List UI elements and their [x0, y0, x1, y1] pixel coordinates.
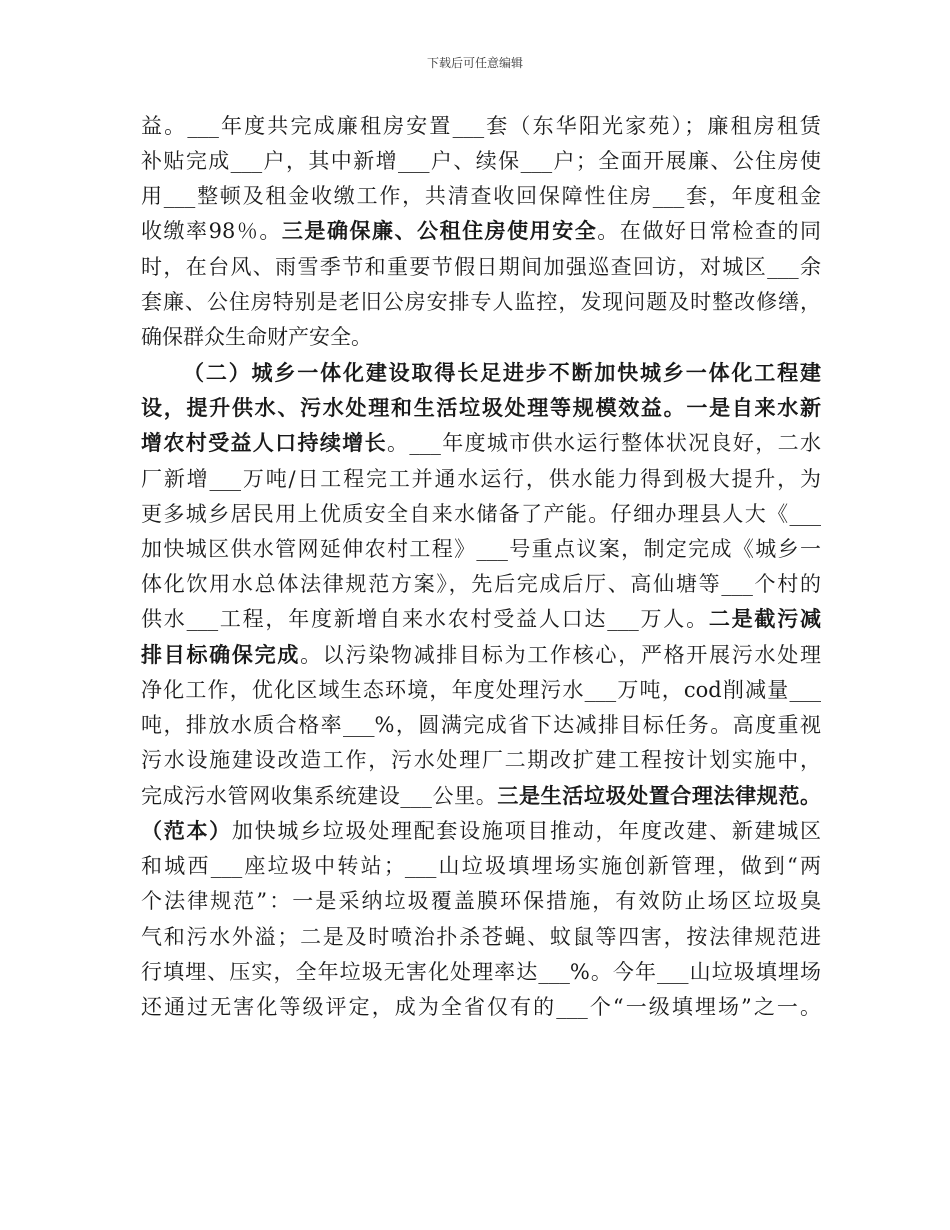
bold-text-run: 三是生活垃圾处置合理法律规范。	[497, 783, 822, 808]
text-run: 加快城乡垃圾处理配套设施项目推动，年度改建、新建城区	[231, 819, 822, 843]
text-line	[141, 179, 821, 213]
text-run: 用___整顿及租金收缴工作，共清查收回保障性住房___套，年度租金	[141, 184, 821, 208]
bold-text-run: 设，提升供水、污水处理和生活垃圾处理等规模效益。一是自来水新	[141, 395, 821, 420]
text-run: 气和污水外溢；二是及时喷治扑杀苍蝇、蚊鼠等四害，按法律规范进	[141, 925, 821, 949]
text-run: 。以污染物减排目标为工作核心，严格开展污水处理	[300, 643, 822, 667]
text-line	[141, 250, 821, 284]
bold-text-run: （二）城乡一体化建设取得长足进步不断加快城乡一体化工程建	[183, 360, 821, 385]
text-line	[141, 990, 821, 1024]
text-line	[141, 320, 821, 354]
text-line	[141, 285, 821, 319]
page-header: 下载后可任意编辑	[426, 56, 523, 70]
text-run: 益。___年度共完成廉租房安置___套（东华阳光家苑）；廉租房租赁	[141, 114, 821, 138]
text-run: 和城西___座垃圾中转站；___山垃圾填埋场实施创新管理，做到“两	[141, 854, 821, 878]
text-line	[141, 814, 821, 848]
text-line	[141, 638, 821, 672]
text-run: 吨，排放水质合格率___%，圆满完成省下达减排目标任务。高度重视	[141, 713, 821, 737]
bold-text-run: （范本）	[141, 818, 232, 843]
text-line	[183, 356, 821, 390]
text-run: 个法律规范”：一是采纳垃圾覆盖膜环保措施，有效防止场区垃圾臭	[141, 889, 821, 913]
text-run: 套廉、公住房特别是老旧公房安排专人监控，发现问题及时整改修缮，	[141, 290, 821, 314]
text-line	[141, 497, 821, 531]
text-run: 。___年度城市供水运行整体状况良好，二水	[386, 431, 822, 455]
text-line	[141, 144, 821, 178]
text-run: 时，在台风、雨雪季节和重要节假日期间加强巡查回访，对城区___余	[141, 255, 821, 279]
text-line	[141, 743, 821, 777]
text-line	[141, 602, 821, 636]
text-line	[141, 462, 821, 496]
text-line	[141, 426, 821, 460]
text-run: 体化饮用水总体法律规范方案》，先后完成后厅、高仙塘等___个村的	[141, 572, 821, 596]
text-line	[141, 884, 821, 918]
text-run: 供水___工程，年度新增自来水农村受益人口达___万人。	[141, 607, 709, 631]
text-line	[141, 109, 821, 143]
text-run: 还通过无害化等级评定，成为全省仅有的___个“一级填埋场”之一。	[141, 995, 821, 1019]
text-line	[141, 955, 821, 989]
text-line	[141, 532, 821, 566]
bold-text-run: 三是确保廉、公租住房使用安全	[281, 218, 598, 243]
text-run: 。在做好日常检查的同	[597, 219, 822, 243]
bold-text-run: 二是截污减	[708, 606, 822, 631]
text-run: 净化工作，优化区域生态环境，年度处理污水___万吨，cod削减量___	[141, 678, 821, 702]
text-line	[141, 849, 821, 883]
text-run: 厂新增___万吨/日工程完工并通水运行，供水能力得到极大提升，为	[141, 467, 821, 491]
text-line	[141, 673, 821, 707]
text-run: 确保群众生命财产安全。	[141, 325, 372, 349]
bold-text-run: 增农村受益人口持续增长	[141, 430, 387, 455]
text-line	[141, 779, 821, 813]
text-line	[141, 214, 821, 248]
text-line	[141, 920, 821, 954]
text-run: 加快城区供水管网延伸农村工程》___号重点议案，制定完成《城乡一	[141, 537, 821, 561]
text-run: 收缴率98％。	[141, 219, 282, 243]
text-run: 补贴完成___户，其中新增___户、续保___户；全面开展廉、公住房使	[141, 149, 821, 173]
text-line	[141, 567, 821, 601]
text-run: 污水设施建设改造工作，污水处理厂二期改扩建工程按计划实施中，	[141, 748, 821, 772]
text-run: 行填埋、压实，全年垃圾无害化处理率达___%。今年___山垃圾填埋场	[141, 960, 821, 984]
text-run: 更多城乡居民用上优质安全自来水储备了产能。仔细办理县人大《___	[141, 502, 821, 526]
text-run: 完成污水管网收集系统建设___公里。	[141, 784, 498, 808]
text-line	[141, 391, 821, 425]
bold-text-run: 排目标确保完成	[141, 642, 301, 667]
text-line	[141, 708, 821, 742]
